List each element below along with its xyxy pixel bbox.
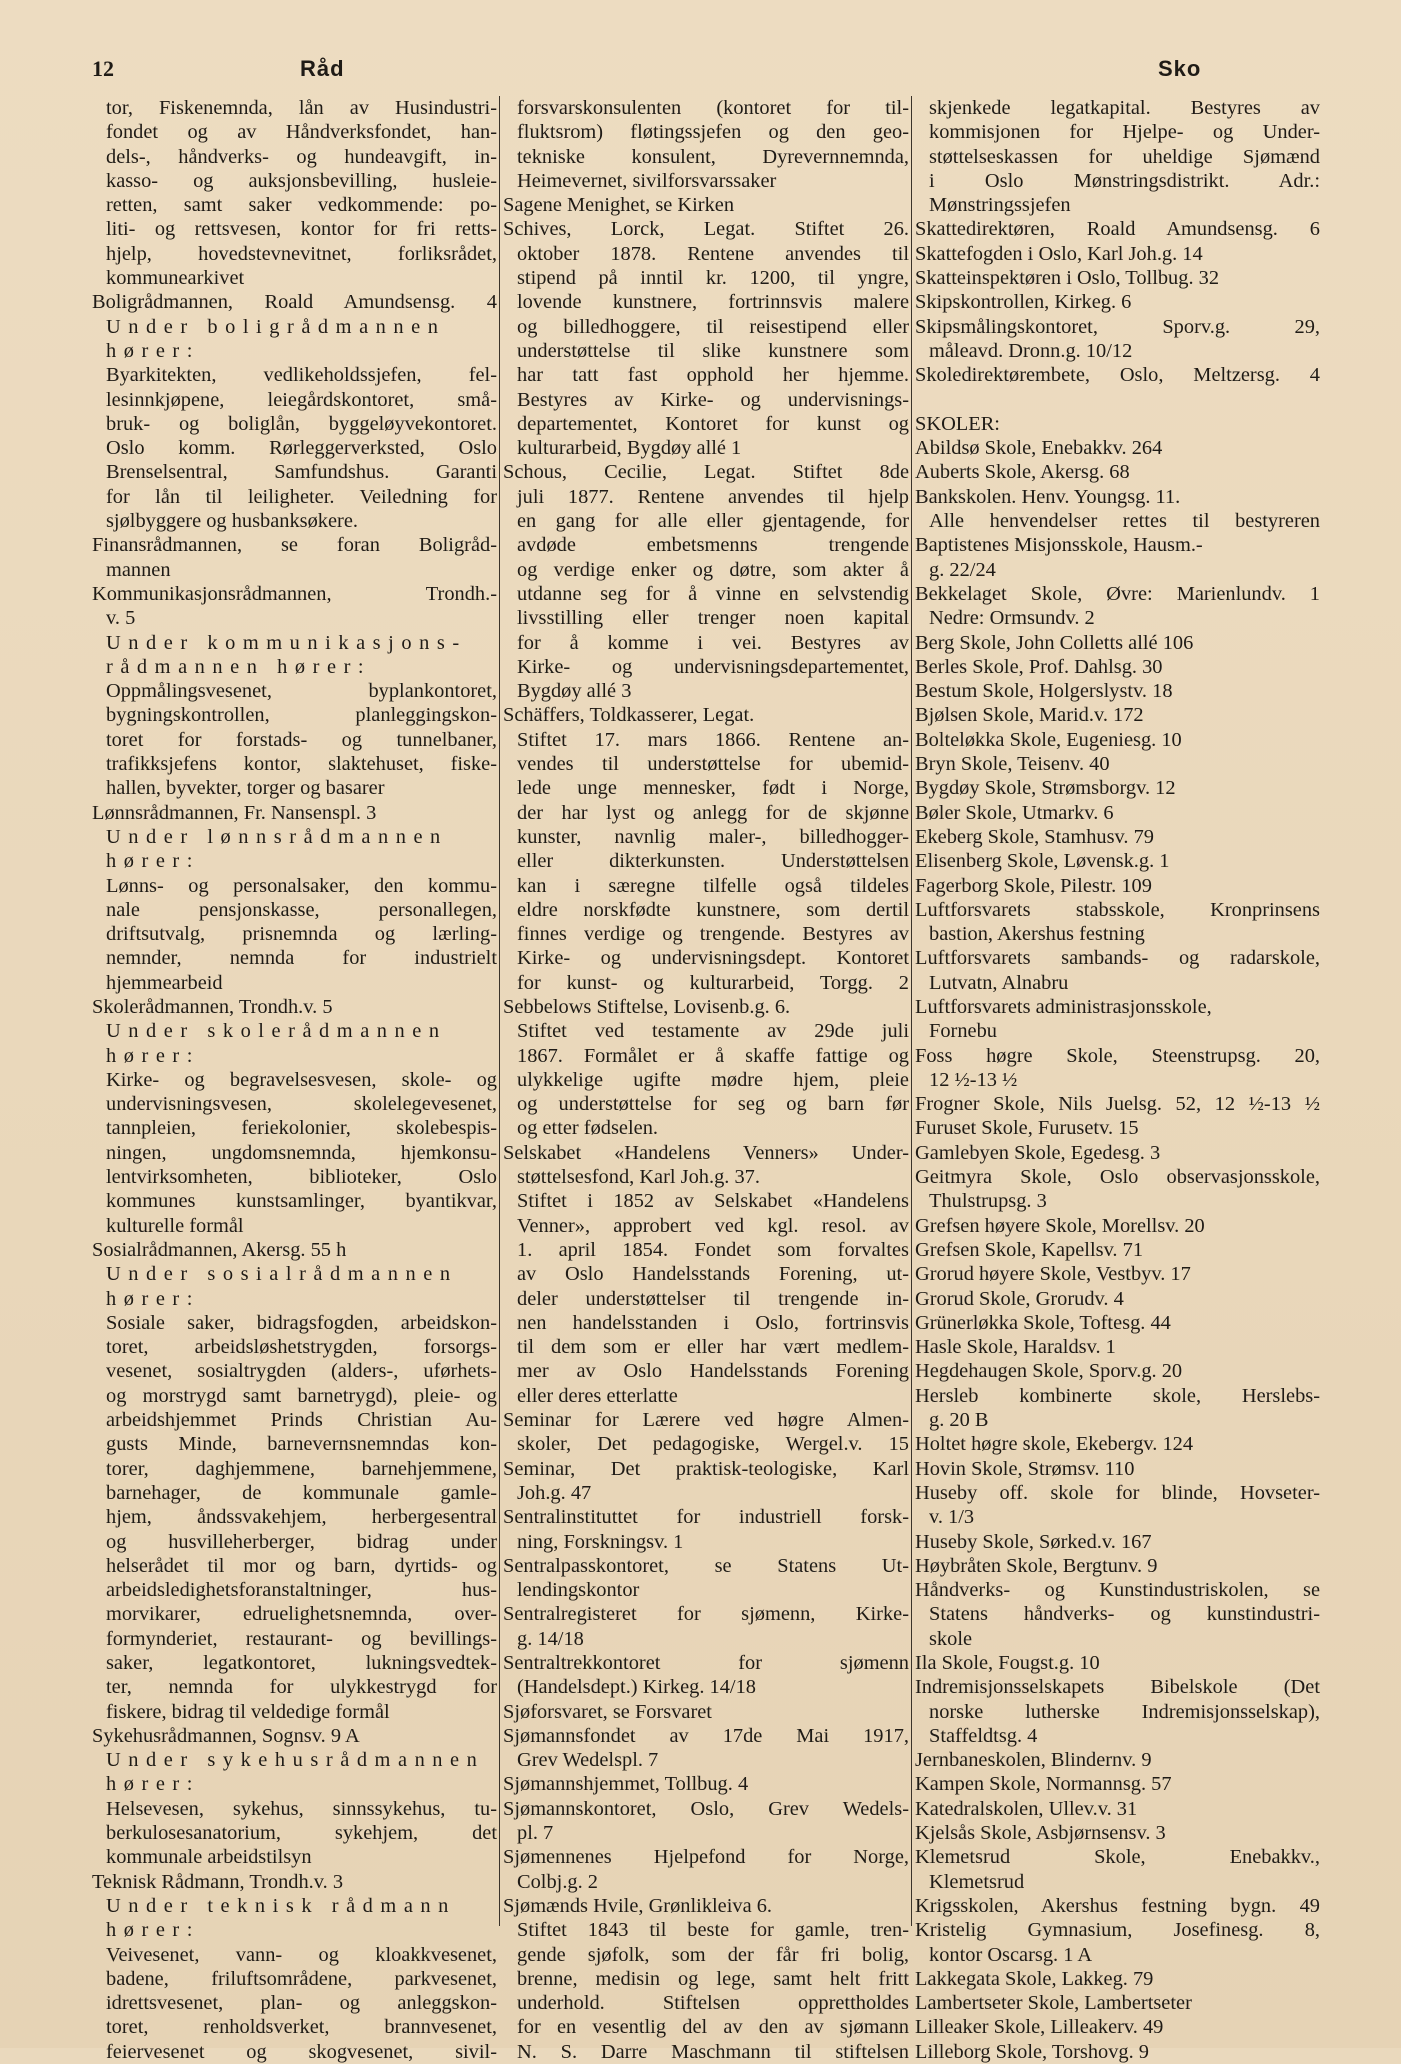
entry-heading-line: Kampen Skole, Normannsg. 57 (915, 1773, 1172, 1796)
entry-heading-line: Lilleaker Skole, Lilleakerv. 49 (915, 2016, 1164, 2039)
entry-heading-line: Skattefogden i Oslo, Karl Joh.g. 14 (915, 242, 1203, 265)
text-line: formynderiet, restaurant- og bevillings- (106, 1627, 497, 1650)
text-line: deler understøttelser til trengende in- (517, 1287, 909, 1310)
entry-heading-line: Bryn Skole, Teisenv. 40 (915, 753, 1110, 776)
column-3 (915, 96, 1320, 2063)
text-line: og husvilleherberger, bidrag under (106, 1530, 497, 1553)
text-line: ter, nemnda for ulykkestrygd for (106, 1676, 497, 1699)
text-line: kunster, navnlig maler-, billedhogger- (517, 825, 909, 848)
text-line: Oppmålingsvesenet, byplankontoret, (106, 680, 497, 703)
text-line: v. 5 (106, 607, 136, 630)
text-line: bygningskontrollen, planleggingskon- (106, 704, 497, 727)
text-line: gusts Minde, barnevernsnemndas kon- (106, 1433, 497, 1456)
text-line: eller deres etterlatte (517, 1384, 678, 1407)
text-line: hører: (106, 1773, 200, 1796)
text-line: Klemetsrud (929, 1870, 1025, 1893)
text-line: der har lyst og anlegg for de skjønne (517, 801, 909, 824)
text-line: kommisjonen for Hjelpe- og Under- (929, 121, 1320, 144)
entry-heading-line: Kristelig Gymnasium, Josefinesg. 8, (915, 1919, 1320, 1942)
text-line: dels-, håndverks- og hundeavgift, in- (106, 145, 497, 168)
entry-heading-line: Hersleb kombinerte skole, Herslebs- (915, 1384, 1320, 1407)
entry-heading-line: Sjøforsvaret, se Forsvaret (503, 1700, 712, 1723)
entry-heading-line: Sjømænds Hvile, Grønlikleiva 6. (503, 1894, 773, 1917)
text-line: nemnder, nemnda for industrielt (106, 947, 497, 970)
entry-heading-line: Lambertseter Skole, Lambertseter (915, 1992, 1192, 2015)
text-line: lesinnkjøpene, leiegårdskontoret, små- (106, 388, 497, 411)
text-line: departementet, Kontoret for kunst og (517, 412, 909, 435)
entry-heading-line: Indremisjonsselskapets Bibelskole (Det (915, 1676, 1320, 1699)
blank-line (915, 388, 1320, 412)
entry-heading-line: Bygdøy Skole, Strømsborgv. 12 (915, 777, 1176, 800)
text-line: Fornebu (929, 1020, 997, 1043)
text-line: for lån til leiligheter. Veiledning for (106, 485, 497, 508)
entry-heading-line: Sentraltrekkontoret for sjømenn (503, 1652, 909, 1674)
text-line: feiervesenet og skogvesenet, sivil- (106, 2040, 497, 2063)
entry-heading-line: Håndverks- og Kunstindustriskolen, se (915, 1579, 1320, 1602)
entry-heading-line: Teknisk Rådmann, Trondh.v. 3 (92, 1870, 344, 1893)
text-line: Colbj.g. 2 (517, 1870, 599, 1893)
text-line: arbeidsledighetsforanstaltninger, hus- (106, 1579, 497, 1602)
text-line: kulturelle formål (106, 1214, 244, 1237)
text-line: for å komme i vei. Bestyres av (517, 631, 909, 654)
right-catchword: Sko (1158, 56, 1202, 81)
entry-heading-line: Kjelsås Skole, Asbjørnsensv. 3 (915, 1822, 1166, 1845)
text-line: Staffeldtsg. 4 (929, 1724, 1038, 1747)
text-line: nen handelsstanden i Oslo, fortrinsvis (517, 1311, 909, 1334)
text-line: av Oslo Handelsstands Forening, ut- (517, 1263, 909, 1286)
entry-heading-line: Gamlebyen Skole, Egedesg. 3 (915, 1141, 1161, 1164)
entry-heading-line: Sjømannskontoret, Oslo, Grev Wedels- (503, 1797, 909, 1820)
entry-heading-line: Luftforsvarets sambands- og radarskole, (915, 947, 1320, 970)
text-line: g. 22/24 (929, 558, 996, 581)
entry-heading-line: Auberts Skole, Akersg. 68 (915, 461, 1130, 484)
text-line: skoler, Det pedagogiske, Wergel.v. 15 (517, 1433, 909, 1456)
entry-heading-line: Krigsskolen, Akershus festning bygn. 49 (915, 1894, 1320, 1917)
text-line: har tatt fast opphold her hjemme. (517, 364, 909, 387)
entry-heading-line: Sykehusrådmannen, Sognsv. 9 A (92, 1724, 360, 1747)
text-line: morvikarer, edruelighetsnemnda, over- (106, 1603, 497, 1626)
text-line: avdøde embetsmenns trengende (517, 534, 909, 557)
text-line: hjemmearbeid (106, 971, 223, 994)
entry-heading-line: Schous, Cecilie, Legat. Stiftet 8de (503, 461, 909, 484)
text-line: Kirke- og undervisningsdepartementet, (517, 655, 909, 678)
entry-heading-line: Skattedirektøren, Roald Amundsensg. 6 (915, 218, 1320, 241)
text-line: i Oslo Mønstringsdistrikt. Adr.: (929, 169, 1320, 192)
text-line: eller dikterkunsten. Understøttelsen (517, 850, 909, 873)
text-line: undervisningsvesen, skolelegevesenet, (106, 1093, 497, 1116)
entry-heading-line: Sentralpasskontoret, se Statens Ut- (503, 1554, 909, 1577)
entry-heading-line: Schives, Lorck, Legat. Stiftet 26. (503, 218, 909, 241)
text-line: fiskere, bidrag til veldedige formål (106, 1700, 390, 1723)
entry-heading-line: Hasle Skole, Haraldsv. 1 (915, 1336, 1116, 1359)
text-line: nale pensjonskasse, personallegen, (106, 898, 497, 921)
text-line: gende sjøfolk, som der får fri bolig, (517, 1943, 909, 1966)
text-line: Kirke- og undervisningsdept. Kontoret (517, 947, 909, 970)
text-line: fluktsrom) fløtingssjefen og den geo- (517, 121, 909, 144)
entry-heading-line: Bjølsen Skole, Marid.v. 172 (915, 704, 1144, 727)
text-line: tor, Fiskenemnda, lån av Husindustri- (106, 97, 497, 119)
entry-heading-line: Berg Skole, John Colletts allé 106 (915, 631, 1194, 654)
text-line: for kunst- og kulturarbeid, Torgg. 2 (517, 971, 909, 994)
entry-heading-line: Klemetsrud Skole, Enebakkv., (915, 1846, 1320, 1869)
text-line: Oslo komm. Rørleggerverksted, Oslo (106, 437, 497, 460)
entry-heading-line: Sentralregisteret for sjømenn, Kirke- (503, 1603, 909, 1626)
text-line: bruk- og boliglån, byggeløyvekontoret. (106, 412, 497, 435)
entry-heading-line: Skoledirektørembete, Oslo, Meltzersg. 4 (915, 364, 1320, 387)
text-line: Heimevernet, sivilforsvarssaker (517, 169, 777, 192)
entry-heading-line: Lønnsrådmannen, Fr. Nansenspl. 3 (92, 801, 377, 824)
text-line: og billedhoggere, til reisestipend eller (517, 315, 909, 338)
page-number: 12 (92, 56, 114, 81)
text-line: hører: (106, 1919, 200, 1942)
text-line: utdanne seg for å vinne en selvstendig (517, 582, 909, 605)
text-line: Byarkitekten, vedlikeholdssjefen, fel- (106, 364, 497, 387)
text-line: Bestyres av Kirke- og undervisnings- (517, 388, 909, 411)
text-line: barnehager, de kommunale gamle- (106, 1481, 497, 1504)
text-line: Stiftet 1843 til beste for gamle, tren- (517, 1919, 909, 1942)
text-line: vesenet, sosialtrygden (alders-, uførhets- (106, 1360, 497, 1383)
text-line: for en vesentlig del av den av sjømann (517, 2016, 909, 2039)
text-line: Stiftet 17. mars 1866. Rentene an- (517, 728, 909, 751)
text-line: idrettsvesenet, plan- og anleggskon- (106, 1992, 497, 2015)
entry-heading-line: Finansrådmannen, se foran Boligråd- (92, 534, 497, 557)
entry-heading-line: Abildsø Skole, Enebakkv. 264 (915, 437, 1163, 460)
text-line: g. 20 B (929, 1409, 989, 1432)
entry-heading-line: Lilleborg Skole, Torshovg. 9 (915, 2040, 1150, 2063)
text-line: og verdige enker og døtre, som akter å (517, 558, 909, 581)
text-line: Stiftet i 1852 av Selskabet «Handelens (517, 1190, 909, 1213)
text-line: tannpleien, feriekolonier, skolebespis- (106, 1117, 497, 1140)
entry-heading-line: Grorud høyere Skole, Vestbyv. 17 (915, 1263, 1191, 1286)
text-line: og morstrygd samt barnetrygd), pleie- og (106, 1384, 497, 1407)
text-line: hallen, byvekter, torger og basarer (106, 777, 385, 800)
text-line: og etter fødselen. (517, 1117, 658, 1140)
text-line: oktober 1878. Rentene anvendes til (517, 242, 909, 265)
entry-heading-line: Seminar for Lærere ved høgre Almen- (503, 1409, 909, 1432)
entry-heading-line: Bankskolen. Henv. Youngsg. 11. (915, 485, 1181, 508)
text-line: hører: (106, 850, 200, 873)
text-line: kommunes kunstsamlinger, byantikvar, (106, 1190, 497, 1213)
entry-heading-line: Skipskontrollen, Kirkeg. 6 (915, 291, 1132, 314)
text-line: hører: (106, 339, 200, 362)
text-line: trafikksjefens kontor, slaktehuset, fiske- (106, 753, 497, 776)
text-line: saker, legatkontoret, lukningsvedtek- (106, 1652, 497, 1674)
entry-heading-line: Sosialrådmannen, Akersg. 55 h (92, 1238, 347, 1261)
entry-heading-line: Frogner Skole, Nils Juelsg. 52, 12 ½-13 ½ (915, 1093, 1320, 1116)
text-line: ulykkelige ugifte mødre hjem, pleie (517, 1068, 909, 1091)
text-line: Sosiale saker, bidragsfogden, arbeidskon- (106, 1311, 497, 1334)
text-line: til dem som er eller har vært medlem- (517, 1336, 909, 1359)
entry-heading-line: Kommunikasjonsrådmannen, Trondh.- (92, 582, 497, 605)
text-line: en gang for alle eller gjentagende, for (517, 510, 909, 533)
entry-heading-line: Grefsen Skole, Kapellsv. 71 (915, 1238, 1144, 1261)
entry-heading-line: Bestum Skole, Holgerslystv. 18 (915, 680, 1173, 703)
text-line: Stiftet ved testamente av 29de juli (517, 1020, 909, 1043)
text-line: Under sykehusrådmannen (106, 1749, 485, 1772)
entry-heading-line: Jernbaneskolen, Blindernv. 9 (915, 1749, 1152, 1772)
text-line: Lutvatn, Alnabru (929, 971, 1069, 994)
text-line: v. 1/3 (929, 1506, 975, 1529)
text-line: stipend på inntil kr. 1200, til yngre, (517, 267, 909, 290)
text-line: toret, renholdsverket, brannvesenet, (106, 2016, 497, 2039)
text-line: Under lønnsrådmannen (106, 825, 448, 848)
text-line: Thulstrupsg. 3 (929, 1190, 1047, 1213)
text-line: lentvirksomheten, biblioteker, Oslo (106, 1166, 497, 1189)
entry-heading-line: Skipsmålingskontoret, Sporv.g. 29, (915, 315, 1320, 338)
entry-heading-line: Huseby off. skole for blinde, Hovseter- (915, 1481, 1320, 1504)
text-line: finnes verdige og trengende. Bestyres av (517, 923, 909, 946)
text-line: lede unge mennesker, født i Norge, (517, 777, 909, 800)
entry-heading-line: Grefsen høyere Skole, Morellsv. 20 (915, 1214, 1205, 1237)
page-header (92, 56, 1317, 90)
entry-heading-line: Ila Skole, Fougst.g. 10 (915, 1652, 1100, 1674)
text-line: livsstilling eller trenger noen kapital (517, 607, 909, 630)
text-line: kulturarbeid, Bygdøy allé 1 (517, 437, 742, 460)
text-line: 1. april 1854. Fondet som forvaltes (517, 1238, 909, 1261)
text-line: Under boligrådmannen (106, 315, 446, 338)
entry-heading-line: Seminar, Det praktisk-teologiske, Karl (503, 1457, 909, 1480)
entry-heading-line: Holtet høgre skole, Ekebergv. 124 (915, 1433, 1194, 1456)
text-line: Joh.g. 47 (517, 1481, 592, 1504)
entry-heading-line: Fagerborg Skole, Pilestr. 109 (915, 874, 1152, 897)
text-line: liti- og rettsvesen, kontor for fri retts- (106, 218, 497, 241)
text-line: hjem, åndssvakehjem, herbergesentral (106, 1506, 497, 1529)
text-line: Grev Wedelspl. 7 (517, 1749, 659, 1772)
text-line: Bygdøy allé 3 (517, 680, 632, 703)
text-line: badene, friluftsområdene, parkvesenet, (106, 1967, 497, 1990)
entry-heading-line: Ekeberg Skole, Stamhusv. 79 (915, 825, 1155, 848)
text-line: Veivesenet, vann- og kloakkvesenet, (106, 1943, 497, 1966)
text-line: skjenkede legatkapital. Bestyres av (929, 97, 1320, 119)
text-line: Brenselsentral, Samfundshus. Garanti (106, 461, 497, 484)
text-line: Statens håndverks- og kunstindustri- (929, 1603, 1320, 1626)
text-line: g. 14/18 (517, 1627, 584, 1650)
text-line: hører: (106, 1287, 200, 1310)
text-line: berkulosesanatorium, sykehjem, det (106, 1822, 497, 1845)
text-line: bastion, Akershus festning (929, 923, 1145, 946)
text-line: pl. 7 (517, 1822, 554, 1845)
entry-heading-line: Katedralskolen, Ullev.v. 31 (915, 1797, 1138, 1820)
text-line: ningen, ungdomsnemnda, hjemkonsu- (106, 1141, 497, 1164)
text-line: hører: (106, 1044, 200, 1067)
entry-heading-line: Grorud Skole, Grorudv. 4 (915, 1287, 1124, 1310)
text-line: driftsutvalg, prisnemnda og lærling- (106, 923, 497, 946)
text-line: toret for forstads- og tunnelbaner, (106, 728, 497, 751)
entry-heading-line: Baptistenes Misjonsskole, Hausm.- (915, 534, 1203, 557)
text-line: måleavd. Dronn.g. 10/12 (929, 339, 1133, 362)
text-line: underhold. Stiftelsen opprettholdes (517, 1992, 909, 2015)
text-line: kommunale arbeidstilsyn (106, 1846, 312, 1869)
entry-heading-line: Schäffers, Toldkasserer, Legat. (503, 704, 755, 727)
text-line: torer, daghjemmene, barnehjemmene, (106, 1457, 497, 1480)
text-line: Helsevesen, sykehus, sinnssykehus, tu- (106, 1797, 497, 1820)
entry-heading-line: Furuset Skole, Furusetv. 15 (915, 1117, 1139, 1140)
text-line: sjølbyggere og husbanksøkere. (106, 510, 358, 533)
text-line: Venner», approbert ved kgl. resol. av (517, 1214, 909, 1237)
entry-heading-line: Sebbelows Stiftelse, Lovisenb.g. 6. (503, 995, 791, 1018)
text-line: lovende kunstnere, fortrinnsvis malere (517, 291, 909, 314)
text-line: mer av Oslo Handelsstands Forening (517, 1360, 909, 1383)
entry-heading-line: Berles Skole, Prof. Dahlsg. 30 (915, 655, 1163, 678)
text-line: Under skolerådmannen (106, 1020, 447, 1043)
entry-heading-line: Selskabet «Handelens Venners» Under- (503, 1141, 909, 1164)
entry-heading-line: Boligrådmannen, Roald Amundsensg. 4 (92, 291, 497, 314)
text-line: Lønns- og personalsaker, den kommu- (106, 874, 497, 897)
entry-heading-line: Skatteinspektøren i Oslo, Tollbug. 32 (915, 267, 1220, 290)
entry-heading-line: SKOLER: (915, 412, 1000, 435)
text-line: rådmannen hører: (106, 655, 372, 678)
entry-heading-line: Skolerådmannen, Trondh.v. 5 (92, 995, 333, 1018)
entry-heading-line: Luftforsvarets administrasjonsskole, (915, 995, 1212, 1018)
column-divider (911, 96, 912, 1926)
text-line: lendingskontor (517, 1579, 640, 1602)
text-line: toret, arbeidsløshetstrygden, forsorgs- (106, 1336, 497, 1359)
entry-heading-line: Sagene Menighet, se Kirken (503, 194, 735, 217)
text-line: vendes til understøttelse for ubemid- (517, 753, 909, 776)
text-line: støttelseskassen for uheldige Sjømænd (929, 145, 1320, 168)
entry-heading-line: Luftforsvarets stabsskole, Kronprinsens (915, 898, 1320, 921)
text-line: kan i særegne tilfelle også tildeles (517, 874, 909, 897)
text-line: Under sosialrådmannen (106, 1263, 458, 1286)
text-line: tekniske konsulent, Dyrevernnemnda, (517, 145, 909, 168)
text-line: retten, samt saker vedkommende: po- (106, 194, 497, 217)
text-line: Under teknisk rådmann (106, 1894, 456, 1917)
entry-heading-line: Elisenberg Skole, Løvensk.g. 1 (915, 850, 1170, 873)
text-line: kasso- og auksjonsbevilling, husleie- (106, 169, 497, 192)
text-line: norske lutherske Indremisjonsselskap), (929, 1700, 1320, 1723)
entry-heading-line: Bekkelaget Skole, Øvre: Marienlundv. 1 (915, 582, 1320, 605)
entry-heading-line: Sjømannsfondet av 17de Mai 1917, (503, 1724, 909, 1747)
text-line: skole (929, 1627, 973, 1650)
text-line: helserådet til mor og barn, dyrtids- og (106, 1554, 497, 1577)
text-line: juli 1877. Rentene anvendes til hjelp (517, 485, 909, 508)
entry-heading-line: Hovin Skole, Strømsv. 110 (915, 1457, 1135, 1480)
entry-heading-line: Hegdehaugen Skole, Sporv.g. 20 (915, 1360, 1183, 1383)
entry-heading-line: Grünerløkka Skole, Toftesg. 44 (915, 1311, 1171, 1334)
text-line: Kirke- og begravelsesvesen, skole- og (106, 1068, 497, 1091)
text-line: (Handelsdept.) Kirkeg. 14/18 (517, 1676, 756, 1699)
entry-heading-line: Bolteløkka Skole, Eugeniesg. 10 (915, 728, 1182, 751)
entry-heading-line: Huseby Skole, Sørked.v. 167 (915, 1530, 1152, 1553)
text-line: støttelsesfond, Karl Joh.g. 37. (517, 1166, 760, 1189)
text-line: understøttelse til slike kunstnere som (517, 339, 909, 362)
text-line: kommunearkivet (106, 267, 245, 290)
text-line: og understøttelse for seg og barn før (517, 1093, 909, 1116)
column-1 (92, 96, 497, 2063)
text-line: arbeidshjemmet Prinds Christian Au- (106, 1409, 497, 1432)
entry-heading-line: Sentralinstituttet for industriell forsk- (503, 1506, 909, 1529)
text-line: Mønstringssjefen (929, 194, 1071, 217)
text-line: ning, Forskningsv. 1 (517, 1530, 684, 1553)
text-line: 12 ½-13 ½ (929, 1068, 1018, 1091)
entry-heading-line: Høybråten Skole, Bergtunv. 9 (915, 1554, 1158, 1577)
text-line: brenne, medisin og lege, samt helt fritt (517, 1967, 909, 1990)
text-line: forsvarskonsulenten (kontoret for til- (517, 97, 909, 119)
left-catchword: Råd (300, 56, 345, 81)
text-line: fondet og av Håndverksfondet, han- (106, 121, 497, 144)
text-line: Under kommunikasjons- (106, 631, 467, 654)
text-line: kontor Oscarsg. 1 A (929, 1943, 1093, 1966)
text-line: Nedre: Ormsundv. 2 (929, 607, 1095, 630)
text-line: mannen (106, 558, 171, 581)
text-line: Alle henvendelser rettes til bestyreren (929, 510, 1320, 533)
column-divider (499, 96, 500, 1926)
text-line: 1867. Formålet er å skaffe fattige og (517, 1044, 909, 1067)
text-line: eldre norskfødte kunstnere, som dertil (517, 898, 909, 921)
entry-heading-line: Sjømennenes Hjelpefond for Norge, (503, 1846, 909, 1869)
column-2 (503, 96, 909, 2063)
entry-heading-line: Foss høgre Skole, Steenstrupsg. 20, (915, 1044, 1320, 1067)
entry-heading-line: Geitmyra Skole, Oslo observasjonsskole, (915, 1166, 1320, 1189)
entry-heading-line: Bøler Skole, Utmarkv. 6 (915, 801, 1114, 824)
text-line: N. S. Darre Maschmann til stiftelsen (517, 2040, 909, 2063)
entry-heading-line: Sjømannshjemmet, Tollbug. 4 (503, 1773, 749, 1796)
entry-heading-line: Lakkegata Skole, Lakkeg. 79 (915, 1967, 1154, 1990)
text-line: hjelp, hovedstevnevitnet, forliksrådet, (106, 242, 497, 265)
